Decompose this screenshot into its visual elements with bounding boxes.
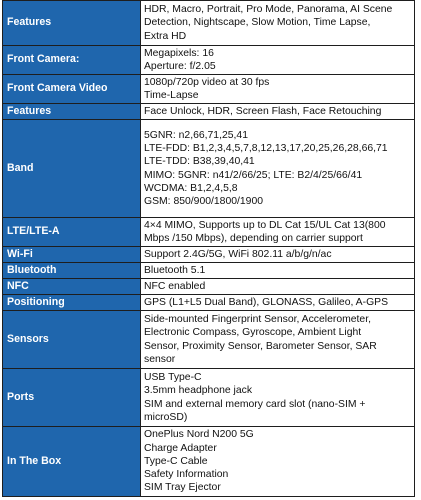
spec-value bbox=[141, 295, 415, 311]
spec-value bbox=[141, 104, 415, 120]
spec-label: Positioning bbox=[3, 295, 141, 311]
spec-value-line: HDR, Macro, Portrait, Pro Mode, Panorama, AI Scene bbox=[144, 4, 393, 16]
spec-value-line: Mbps /150 Mbps), depending on carrier support bbox=[144, 233, 363, 244]
spec-label: Bluetooth bbox=[3, 263, 141, 279]
spec-label: Front Camera: bbox=[3, 46, 141, 75]
spec-row bbox=[3, 311, 415, 369]
spec-value bbox=[141, 218, 415, 247]
spec-value-line: Detection, Nightscape, Slow Motion, Time Lapse, bbox=[144, 17, 371, 29]
spec-label: NFC bbox=[3, 279, 141, 295]
spec-value-line: WCDMA: B1,2,4,5,8 bbox=[144, 182, 238, 194]
spec-row bbox=[3, 1, 415, 46]
spec-value-line: GSM: 850/900/1800/1900 bbox=[144, 195, 264, 207]
spec-value-line: Megapixels: 16 bbox=[144, 47, 214, 59]
spec-label: Features bbox=[3, 104, 141, 120]
spec-value-line: LTE-FDD: B1,2,3,4,5,7,8,12,13,17,20,25,26,28,66,71 bbox=[144, 143, 388, 155]
spec-value-line: GPS (L1+L5 Dual Band), GLONASS, Galileo, A-GPS bbox=[144, 296, 389, 308]
spec-value-line: SIM Tray Ejector bbox=[144, 482, 221, 494]
spec-value-line: OnePlus Nord N200 5G bbox=[144, 429, 254, 441]
spec-value-line: 1080p/720p video at 30 fps bbox=[144, 76, 270, 88]
spec-label: Wi-Fi bbox=[3, 247, 141, 263]
spec-row bbox=[3, 75, 415, 104]
spec-value bbox=[141, 369, 415, 427]
spec-label: Front Camera Video bbox=[3, 75, 141, 104]
spec-value bbox=[141, 1, 415, 46]
spec-value-line: 5GNR: n2,66,71,25,41 bbox=[144, 129, 248, 141]
spec-value-line: Face Unlock, HDR, Screen Flash, Face Retouching bbox=[144, 105, 382, 117]
spec-value-line: 3.5mm headphone jack bbox=[144, 385, 253, 397]
spec-value bbox=[141, 427, 415, 497]
spec-value-line: sensor bbox=[144, 353, 176, 365]
spec-row bbox=[3, 263, 415, 279]
specs-table bbox=[2, 0, 415, 497]
spec-row bbox=[3, 295, 415, 311]
spec-value bbox=[141, 75, 415, 104]
spec-label: LTE/LTE-A bbox=[3, 218, 141, 247]
spec-row bbox=[3, 46, 415, 75]
spec-row bbox=[3, 369, 415, 427]
spec-row bbox=[3, 218, 415, 247]
spec-value-line: Time-Lapse bbox=[144, 90, 199, 101]
spec-value-line: Aperture: f/2.05 bbox=[144, 61, 216, 72]
spec-value-line: Bluetooth 5.1 bbox=[144, 264, 206, 276]
spec-label: In The Box bbox=[3, 427, 141, 497]
spec-value-line: Sensor, Proximity Sensor, Barometer Sensor, SAR bbox=[144, 340, 377, 352]
spec-label: Band bbox=[3, 120, 141, 218]
spec-value-line: Extra HD bbox=[144, 30, 187, 42]
spec-label: Ports bbox=[3, 369, 141, 427]
specs-table-body bbox=[3, 1, 415, 497]
spec-value-line: 4×4 MIMO, Supports up to DL Cat 15/UL Cat 13(800 bbox=[144, 219, 386, 231]
spec-row bbox=[3, 120, 415, 218]
spec-value-line: MIMO: 5GNR: n41/2/66/25; LTE: B2/4/25/66/41 bbox=[144, 169, 363, 181]
spec-value bbox=[141, 120, 415, 218]
spec-value bbox=[141, 263, 415, 279]
spec-value bbox=[141, 46, 415, 75]
spec-value bbox=[141, 247, 415, 263]
spec-value-line: LTE-TDD: B38,39,40,41 bbox=[144, 156, 255, 168]
spec-value-line: Charge Adapter bbox=[144, 442, 217, 454]
spec-value-line: Safety Information bbox=[144, 469, 229, 481]
spec-row bbox=[3, 427, 415, 497]
spec-value bbox=[141, 311, 415, 369]
spec-value bbox=[141, 279, 415, 295]
spec-value-line: SIM and external memory card slot (nano-SIM + bbox=[144, 398, 366, 410]
spec-value-line: Electronic Compass, Gyroscope, Ambient Light bbox=[144, 327, 362, 339]
spec-row bbox=[3, 279, 415, 295]
spec-value-line: USB Type-C bbox=[144, 372, 202, 384]
spec-value-line: Support 2.4G/5G, WiFi 802.11 a/b/g/n/ac bbox=[144, 248, 332, 260]
spec-row bbox=[3, 247, 415, 263]
spec-label: Features bbox=[3, 1, 141, 46]
spec-value-line: Type-C Cable bbox=[144, 455, 208, 467]
spec-label: Sensors bbox=[3, 311, 141, 369]
spec-value-line: Side-mounted Fingerprint Sensor, Accelerometer, bbox=[144, 314, 371, 326]
spec-row bbox=[3, 104, 415, 120]
spec-value-line: microSD) bbox=[144, 411, 188, 423]
spec-value-line: NFC enabled bbox=[144, 280, 206, 292]
